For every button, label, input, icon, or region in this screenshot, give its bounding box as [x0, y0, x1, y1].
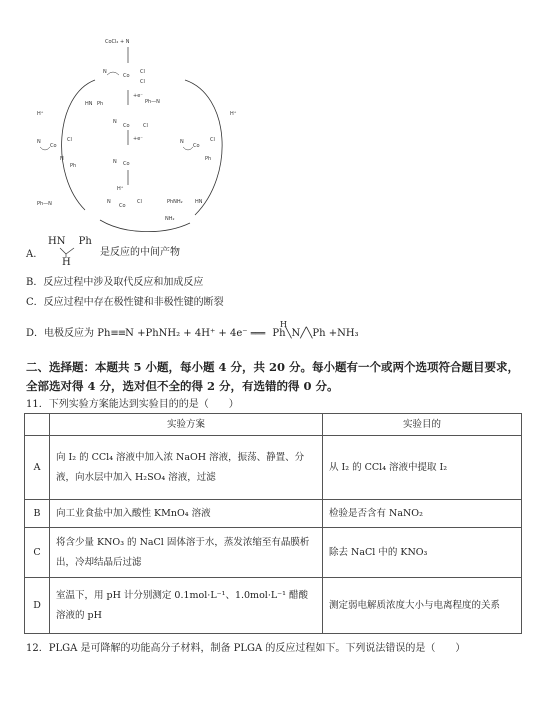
complex-left — [37, 137, 76, 169]
experiment-table — [24, 413, 522, 634]
option-c: C．反应过程中存在极性键和非极性键的断裂 — [26, 297, 224, 308]
svg-text:N: N — [107, 199, 111, 205]
reaction-cycle-diagram — [25, 35, 285, 240]
svg-text:N: N — [180, 139, 184, 145]
row-plan: 室温下，用 pH 计分别测定 0.1mol·L⁻¹、1.0mol·L⁻¹ 醋酸溶液的 pH — [50, 578, 323, 634]
header-blank — [25, 414, 50, 436]
svg-text:Ph: Ph — [205, 156, 212, 162]
svg-text:Co: Co — [119, 203, 126, 209]
header-plan: 实验方案 — [50, 414, 323, 436]
svg-text:Ph: Ph — [70, 163, 77, 169]
option-d-ph-a: Ph — [272, 328, 286, 339]
complex-bottom — [107, 186, 203, 222]
svg-text:NH₂: NH₂ — [165, 216, 175, 222]
complex-top — [103, 69, 145, 85]
svg-text:Co: Co — [123, 123, 130, 129]
svg-text:HN: HN — [85, 101, 93, 107]
question-11: 11．下列实验方案能达到实验目的的是（ ） — [26, 399, 239, 410]
complex-2 — [85, 93, 160, 107]
option-a-hn: HN — [48, 236, 66, 247]
svg-text:HN: HN — [195, 199, 203, 205]
question-12: 12．PLGA 是可降解的功能高分子材料，制备 PLGA 的反应过程如下。下列说法错误的是（ ） — [26, 643, 466, 654]
row-label: B — [25, 500, 50, 528]
svg-text:+e⁻: +e⁻ — [133, 136, 143, 142]
label-cocl2: CoCl₂ + N — [105, 39, 130, 45]
option-a-text: 是反应的中间产物 — [100, 247, 180, 258]
svg-text:Cl: Cl — [143, 123, 148, 129]
cycle-arc-bottom — [100, 220, 190, 232]
complex-middle — [113, 119, 148, 129]
svg-text:Cl: Cl — [140, 69, 145, 75]
svg-text:Cl: Cl — [137, 199, 142, 205]
option-a-prefix: A. — [26, 249, 37, 260]
table-row — [25, 578, 522, 634]
svg-text:N: N — [60, 156, 64, 162]
option-d-n: N — [291, 328, 301, 339]
option-d-n-left: N — [125, 328, 134, 339]
option-a-bonds — [50, 246, 100, 260]
svg-text:N: N — [113, 159, 117, 165]
svg-text:PhNH₂: PhNH₂ — [167, 199, 183, 205]
row-plan: 向工业食盐中加入酸性 KMnO₄ 溶液 — [50, 500, 323, 528]
option-d-mid: +PhNH₂ + 4H⁺ + 4e⁻ — [137, 328, 248, 339]
row-goal: 检验是否含有 NaNO₂ — [323, 500, 522, 528]
row-goal: 测定弱电解质浓度大小与电离程度的关系 — [323, 578, 522, 634]
table-header-row — [25, 414, 522, 436]
row-label: A — [25, 436, 50, 500]
option-d-prefix: D．电极反应为 — [26, 328, 95, 339]
svg-text:H⁺: H⁺ — [117, 186, 124, 192]
row-plan: 向 I₂ 的 CCl₄ 溶液中加入浓 NaOH 溶液，振荡、静置、分液，向水层中加入 H₂SO₄ 溶液，过滤 — [50, 436, 323, 500]
table-row — [25, 500, 522, 528]
svg-text:Co: Co — [123, 73, 130, 79]
svg-text:+e⁻: +e⁻ — [133, 93, 143, 99]
table-row — [25, 436, 522, 500]
svg-text:H⁺: H⁺ — [37, 111, 44, 117]
header-goal: 实验目的 — [323, 414, 522, 436]
svg-text:H⁺: H⁺ — [230, 111, 237, 117]
row-label: D — [25, 578, 50, 634]
svg-text:Ph—N: Ph—N — [145, 99, 160, 105]
option-a-h: H — [62, 257, 71, 268]
option-a-ph: Ph — [78, 236, 92, 247]
section-2-instructions: 二、选择题：本题共 5 小题，每小题 4 分，共 20 分。每小题有一个或两个选项符合题目要求，全部选对得 4 分，选对但不全的得 2 分，有选错的得 0 分。 — [26, 360, 520, 393]
cycle-arc-right — [185, 80, 222, 215]
row-goal: 从 I₂ 的 CCl₄ 溶液中提取 I₂ — [323, 436, 522, 500]
row-plan: 将含少量 KNO₃ 的 NaCl 固体溶于水，蒸发浓缩至有晶膜析出，冷却结晶后过滤 — [50, 528, 323, 578]
svg-text:Cl: Cl — [210, 137, 215, 143]
svg-text:N: N — [113, 119, 117, 125]
svg-text:Ph—N: Ph—N — [37, 201, 52, 207]
option-d-arrow: ═══ — [250, 329, 266, 338]
cycle-arc-left — [62, 80, 95, 210]
svg-text:Cl: Cl — [140, 79, 145, 85]
row-label: C — [25, 528, 50, 578]
svg-text:Co: Co — [123, 161, 130, 167]
svg-text:Ph: Ph — [97, 101, 104, 107]
option-b: B．反应过程中涉及取代反应和加成反应 — [26, 277, 204, 288]
svg-text:Cl: Cl — [67, 137, 72, 143]
svg-text:Co: Co — [193, 143, 200, 149]
option-d-h: H — [280, 320, 287, 329]
table-row — [25, 528, 522, 578]
complex-right — [180, 137, 215, 162]
option-d-ph-b: Ph — [312, 328, 326, 339]
option-d-ph-left: Ph — [97, 328, 111, 339]
option-d: D．电极反应为 Ph≡≡N +PhNH₂ + 4H⁺ + 4e⁻ ═══ Ph╲N╱╲Ph +NH₃ — [26, 328, 359, 339]
svg-text:N: N — [103, 69, 107, 75]
svg-text:N: N — [37, 139, 41, 145]
row-goal: 除去 NaCl 中的 KNO₃ — [323, 528, 522, 578]
option-d-end: +NH₃ — [328, 328, 359, 339]
svg-text:Co: Co — [50, 143, 57, 149]
